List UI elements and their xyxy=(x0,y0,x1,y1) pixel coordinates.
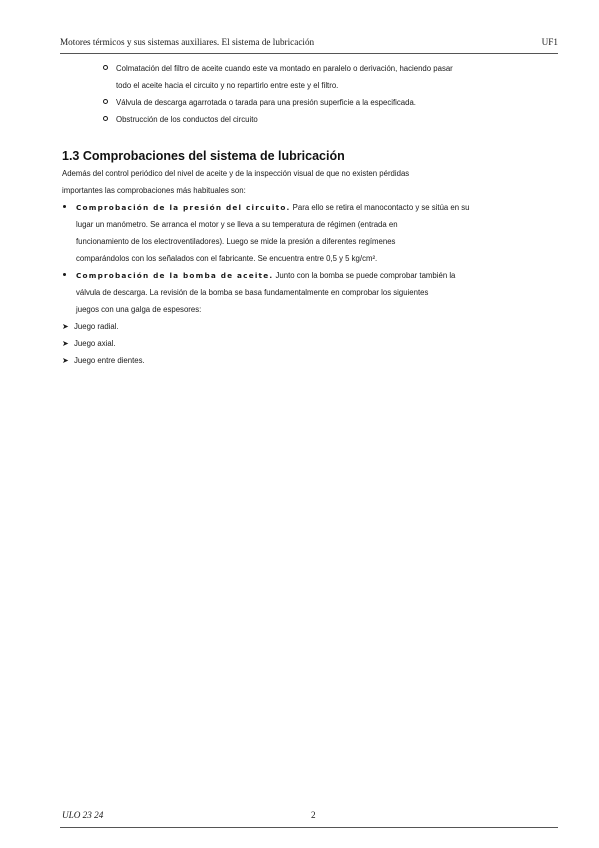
hollow-bullet-icon xyxy=(103,99,108,104)
bullet-dot-icon xyxy=(63,273,66,276)
failure-causes-list xyxy=(62,60,558,128)
check-text-line: válvula de descarga. La revisión de la bomba se basa fundamentalmente en comprobar los siguientes xyxy=(76,288,429,297)
list-item xyxy=(62,335,558,352)
page-footer xyxy=(62,810,558,824)
list-item-line: todo el aceite hacia el circuito y no repartirlo entre este y el filtro. xyxy=(116,81,339,90)
list-item-line: Válvula de descarga agarrotada o tarada para una presión superficie a la especificada. xyxy=(116,98,416,107)
check-text: Para ello se retira el manocontacto y se sitúa en su xyxy=(290,203,470,212)
intro-line: Además del control periódico del nivel de aceite y de la inspección visual de que no existen pérdidas xyxy=(62,169,410,178)
section-heading: 1.3 Comprobaciones del sistema de lubricación xyxy=(62,149,345,163)
check-title: Comprobación de la bomba de aceite. xyxy=(76,271,274,280)
list-item-line: Obstrucción de los conductos del circuito xyxy=(116,115,258,124)
list-item-label: Juego radial. xyxy=(74,322,119,331)
list-item xyxy=(62,111,558,128)
list-item-line: Colmatación del filtro de aceite cuando este va montado en paralelo o derivación, haciendo pasar xyxy=(116,64,453,73)
arrowhead-bullet-icon: ➤ xyxy=(62,339,69,348)
page-header xyxy=(60,37,558,53)
list-item xyxy=(62,60,558,94)
arrowhead-bullet-icon: ➤ xyxy=(62,322,69,331)
check-text: Junto con la bomba se puede comprobar también la xyxy=(273,271,456,280)
list-item xyxy=(62,352,558,369)
page-body xyxy=(62,60,558,369)
list-item-label: Juego axial. xyxy=(74,339,116,348)
footer-code: ULO 23 24 xyxy=(62,810,104,820)
check-text-line: lugar un manómetro. Se arranca el motor y se lleva a su temperatura de régimen (entrada en xyxy=(76,220,398,229)
hollow-bullet-icon xyxy=(103,65,108,70)
list-item xyxy=(62,94,558,111)
check-text-line: juegos con una galga de espesores: xyxy=(76,305,202,314)
intro-line: importantes las comprobaciones más habituales son: xyxy=(62,186,246,195)
header-unit: UF1 xyxy=(541,37,558,47)
hollow-bullet-icon xyxy=(103,116,108,121)
check-title: Comprobación de la presión del circuito. xyxy=(76,203,291,212)
arrowhead-bullet-icon: ➤ xyxy=(62,356,69,365)
bullet-dot-icon xyxy=(63,205,66,208)
header-title: Motores térmicos y sus sistemas auxiliares. El sistema de lubricación xyxy=(60,37,315,47)
list-item xyxy=(62,318,558,335)
check-item-pump xyxy=(62,267,558,318)
header-rule xyxy=(60,53,558,54)
check-text-line: comparándolos con los señalados con el fabricante. Se encuentra entre 0,5 y 5 kg/cm². xyxy=(76,254,378,263)
check-item-pressure xyxy=(62,199,558,267)
page-number: 2 xyxy=(311,810,316,820)
check-text-line: funcionamiento de los electroventiladores). Luego se mide la presión a diferentes regímenes xyxy=(76,237,396,246)
list-item-label: Juego entre dientes. xyxy=(74,356,145,365)
footer-rule xyxy=(60,827,558,828)
